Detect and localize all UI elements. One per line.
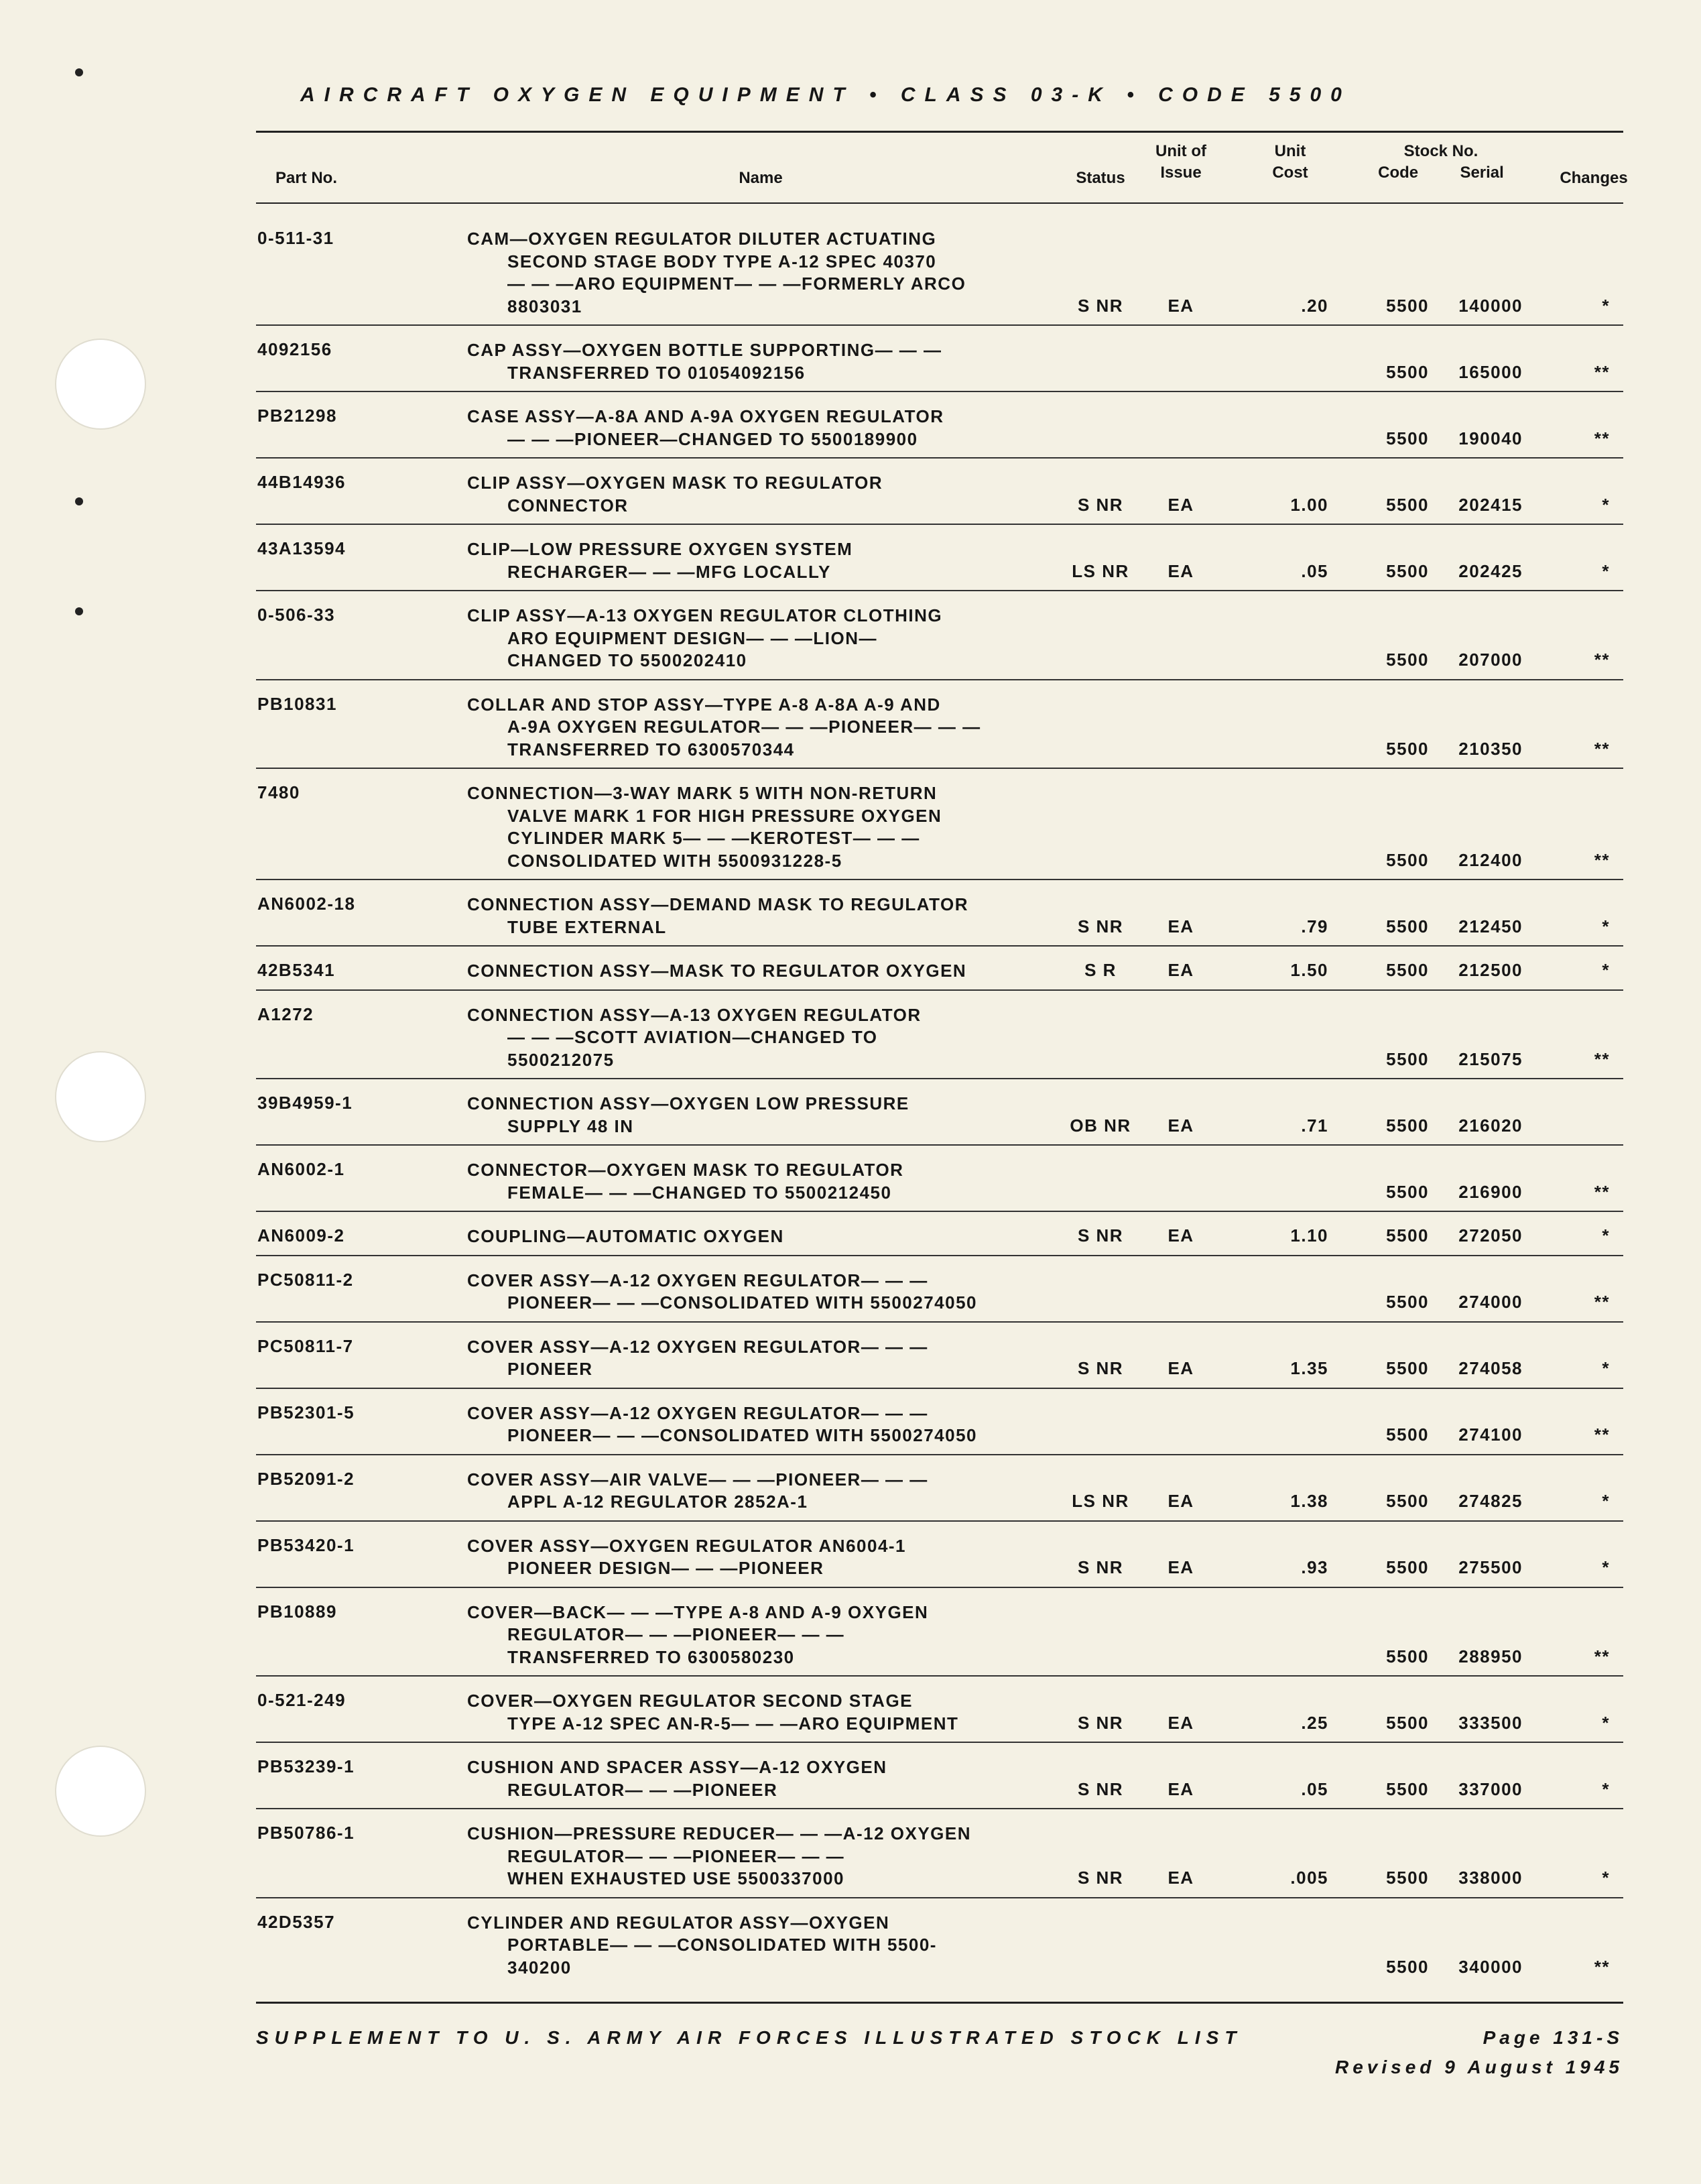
status: S NR bbox=[1077, 1712, 1124, 1733]
item-name-line: CLIP—LOW PRESSURE OXYGEN SYSTEM bbox=[467, 539, 853, 559]
stock-serial: 212400 bbox=[1458, 849, 1523, 870]
item-name bbox=[467, 605, 942, 672]
item-name-line: COUPLING—AUTOMATIC OXYGEN bbox=[467, 1226, 784, 1246]
table-row bbox=[256, 392, 1623, 459]
status: LS NR bbox=[1072, 560, 1129, 581]
status: S NR bbox=[1077, 916, 1124, 936]
table-row bbox=[256, 459, 1623, 525]
item-name-line: COVER—OXYGEN REGULATOR SECOND STAGE bbox=[467, 1691, 914, 1711]
item-name-line: — — —SCOTT AVIATION—CHANGED TO bbox=[507, 1027, 878, 1047]
item-name-line: CAM—OXYGEN REGULATOR DILUTER ACTUATING bbox=[467, 229, 937, 249]
col-stock-no bbox=[1357, 141, 1525, 184]
item-name-line: CYLINDER AND REGULATOR ASSY—OXYGEN bbox=[467, 1912, 890, 1933]
part-number: 39B4959-1 bbox=[257, 1093, 353, 1113]
stock-serial: 274825 bbox=[1458, 1491, 1523, 1511]
unit-of-issue: EA bbox=[1168, 1491, 1194, 1511]
col-stock-no-label: Stock No. bbox=[1403, 142, 1478, 160]
changes-mark: * bbox=[1602, 1868, 1610, 1888]
part-number: 0-511-31 bbox=[257, 228, 334, 248]
item-name-line: WHEN EXHAUSTED USE 5500337000 bbox=[507, 1868, 845, 1888]
item-name-line: RECHARGER— — —MFG LOCALLY bbox=[507, 561, 831, 582]
item-name-line: TYPE A-12 SPEC AN-R-5— — —ARO EQUIPMENT bbox=[507, 1713, 959, 1734]
changes-mark: ** bbox=[1594, 361, 1610, 382]
status: S NR bbox=[1077, 1557, 1124, 1577]
part-number: PB10889 bbox=[257, 1601, 337, 1622]
item-name bbox=[467, 472, 883, 517]
table-row bbox=[256, 1256, 1623, 1323]
item-name-line: REGULATOR— — —PIONEER— — — bbox=[507, 1845, 845, 1866]
stock-serial: 216020 bbox=[1458, 1115, 1523, 1136]
item-name bbox=[467, 1225, 784, 1248]
table-row bbox=[256, 769, 1623, 880]
item-name-line: ARO EQUIPMENT DESIGN— — —LION— bbox=[507, 627, 878, 648]
part-number: PB10831 bbox=[257, 693, 337, 714]
item-name-line: CASE ASSY—A-8A AND A-9A OXYGEN REGULATOR bbox=[467, 406, 944, 426]
part-number: PB52091-2 bbox=[257, 1468, 355, 1489]
col-stock-sub bbox=[1357, 162, 1525, 184]
item-name-line: TRANSFERRED TO 6300570344 bbox=[507, 739, 795, 760]
stock-code: 5500 bbox=[1386, 361, 1429, 382]
changes-mark: * bbox=[1602, 494, 1610, 515]
unit-cost: .05 bbox=[1301, 560, 1328, 581]
part-number: 42D5357 bbox=[257, 1911, 336, 1932]
changes-mark: ** bbox=[1594, 650, 1610, 670]
unit-of-issue: EA bbox=[1168, 295, 1194, 316]
changes-mark: * bbox=[1602, 1491, 1610, 1511]
stock-serial: 212500 bbox=[1458, 960, 1523, 980]
col-stock-code: Code bbox=[1378, 164, 1419, 182]
unit-cost: .93 bbox=[1301, 1557, 1328, 1577]
part-number: PB52301-5 bbox=[257, 1402, 355, 1422]
changes-mark: * bbox=[1602, 295, 1610, 316]
item-name-line: COVER ASSY—A-12 OXYGEN REGULATOR— — — bbox=[467, 1336, 928, 1357]
status: S NR bbox=[1077, 1358, 1124, 1378]
changes-mark: * bbox=[1602, 560, 1610, 581]
footer-page-number: Page 131-S bbox=[1483, 2027, 1623, 2048]
part-number: 4092156 bbox=[257, 339, 332, 359]
col-unit-line1: Unit of bbox=[1155, 142, 1206, 160]
unit-of-issue: EA bbox=[1168, 494, 1194, 515]
footer-revised: Revised 9 August 1945 bbox=[1335, 2057, 1623, 2077]
unit-of-issue: EA bbox=[1168, 1115, 1194, 1136]
punch-hole bbox=[55, 1051, 146, 1142]
stock-code: 5500 bbox=[1386, 1778, 1429, 1799]
stock-serial: 340000 bbox=[1458, 1956, 1523, 1977]
stock-code: 5500 bbox=[1386, 494, 1429, 515]
item-name bbox=[467, 1402, 977, 1447]
item-name-line: PIONEER— — —CONSOLIDATED WITH 5500274050 bbox=[507, 1292, 978, 1313]
item-name bbox=[467, 1336, 928, 1381]
footer-supplement-line bbox=[256, 2027, 1623, 2049]
item-name-line: CUSHION—PRESSURE REDUCER— — —A-12 OXYGEN bbox=[467, 1823, 971, 1843]
table-row bbox=[256, 1389, 1623, 1455]
changes-mark: ** bbox=[1594, 1956, 1610, 1977]
item-name-line: PIONEER DESIGN— — —PIONEER bbox=[507, 1558, 824, 1578]
table-row bbox=[256, 1677, 1623, 1743]
item-name-line: — — —PIONEER—CHANGED TO 5500189900 bbox=[507, 428, 918, 449]
item-name-line: PIONEER bbox=[507, 1359, 593, 1379]
unit-of-issue: EA bbox=[1168, 1712, 1194, 1733]
part-number: 42B5341 bbox=[257, 960, 336, 980]
changes-mark: ** bbox=[1594, 1048, 1610, 1069]
item-name bbox=[467, 1823, 971, 1890]
header-rule bbox=[256, 131, 1623, 133]
part-number: 0-506-33 bbox=[257, 605, 336, 625]
item-name-line: COVER ASSY—OXYGEN REGULATOR AN6004-1 bbox=[467, 1535, 907, 1556]
item-name bbox=[467, 1093, 909, 1138]
stock-code: 5500 bbox=[1386, 560, 1429, 581]
unit-of-issue: EA bbox=[1168, 1557, 1194, 1577]
item-name-line: CONNECTION ASSY—OXYGEN LOW PRESSURE bbox=[467, 1093, 909, 1113]
stock-serial: 140000 bbox=[1458, 295, 1523, 316]
item-name-line: APPL A-12 REGULATOR 2852A-1 bbox=[507, 1492, 808, 1512]
item-name bbox=[467, 782, 942, 872]
col-status: Status bbox=[1076, 169, 1125, 187]
punch-hole bbox=[55, 339, 146, 430]
unit-of-issue: EA bbox=[1168, 916, 1194, 936]
col-unit-of-issue bbox=[1144, 141, 1218, 184]
part-number: PB50786-1 bbox=[257, 1823, 355, 1843]
stock-serial: 288950 bbox=[1458, 1646, 1523, 1666]
unit-cost: .005 bbox=[1290, 1868, 1328, 1888]
item-name-line: PIONEER— — —CONSOLIDATED WITH 5500274050 bbox=[507, 1425, 978, 1445]
changes-mark: ** bbox=[1594, 1292, 1610, 1312]
unit-of-issue: EA bbox=[1168, 560, 1194, 581]
changes-mark: * bbox=[1602, 1225, 1610, 1246]
stock-serial: 215075 bbox=[1458, 1048, 1523, 1069]
part-number: 43A13594 bbox=[257, 538, 346, 558]
ink-dot bbox=[75, 497, 83, 505]
table-row bbox=[256, 680, 1623, 770]
stock-serial: 274000 bbox=[1458, 1292, 1523, 1312]
stock-serial: 338000 bbox=[1458, 1868, 1523, 1888]
item-name bbox=[467, 1690, 958, 1735]
item-name-line: 8803031 bbox=[507, 296, 582, 316]
table-row bbox=[256, 326, 1623, 392]
stock-code: 5500 bbox=[1386, 1646, 1429, 1666]
status: LS NR bbox=[1072, 1491, 1129, 1511]
unit-cost: 1.50 bbox=[1290, 960, 1328, 980]
part-number: PC50811-2 bbox=[257, 1269, 354, 1290]
column-header-rule bbox=[256, 202, 1623, 204]
stock-code: 5500 bbox=[1386, 1491, 1429, 1511]
item-name-line: CAP ASSY—OXYGEN BOTTLE SUPPORTING— — — bbox=[467, 340, 942, 360]
item-name bbox=[467, 894, 968, 938]
stock-code: 5500 bbox=[1386, 960, 1429, 980]
stock-code: 5500 bbox=[1386, 1181, 1429, 1202]
changes-mark: * bbox=[1602, 1712, 1610, 1733]
item-name-line: 5500212075 bbox=[507, 1049, 615, 1070]
unit-of-issue: EA bbox=[1168, 1225, 1194, 1246]
status: S NR bbox=[1077, 1225, 1124, 1246]
unit-of-issue: EA bbox=[1168, 1778, 1194, 1799]
item-name-line: REGULATOR— — —PIONEER— — — bbox=[507, 1624, 845, 1644]
status: OB NR bbox=[1070, 1115, 1131, 1136]
stock-serial: 333500 bbox=[1458, 1712, 1523, 1733]
changes-mark: ** bbox=[1594, 1424, 1610, 1445]
punch-hole bbox=[55, 1746, 146, 1837]
status: S NR bbox=[1077, 1778, 1124, 1799]
stock-code: 5500 bbox=[1386, 916, 1429, 936]
stock-serial: 190040 bbox=[1458, 428, 1523, 448]
item-name-line: 340200 bbox=[507, 1957, 572, 1978]
footer-supplement: SUPPLEMENT TO U. S. ARMY AIR FORCES ILLUSTRATED STOCK LIST bbox=[256, 2027, 1243, 2048]
unit-cost: 1.38 bbox=[1290, 1491, 1328, 1511]
status: S NR bbox=[1077, 1868, 1124, 1888]
unit-cost: .71 bbox=[1301, 1115, 1328, 1136]
item-name-line: CONNECTION ASSY—DEMAND MASK TO REGULATOR bbox=[467, 894, 969, 914]
stock-code: 5500 bbox=[1386, 1424, 1429, 1445]
stock-serial: 165000 bbox=[1458, 361, 1523, 382]
item-name bbox=[467, 538, 853, 583]
item-name-line: TRANSFERRED TO 01054092156 bbox=[507, 362, 806, 383]
stock-code: 5500 bbox=[1386, 849, 1429, 870]
footer-rule bbox=[256, 2002, 1623, 2004]
stock-code: 5500 bbox=[1386, 1048, 1429, 1069]
table-row bbox=[256, 591, 1623, 680]
item-name-line: CLIP ASSY—A-13 OXYGEN REGULATOR CLOTHING bbox=[467, 605, 943, 625]
item-name-line: — — —ARO EQUIPMENT— — —FORMERLY ARCO bbox=[507, 274, 966, 294]
part-number: 44B14936 bbox=[257, 472, 346, 492]
stock-code: 5500 bbox=[1386, 1956, 1429, 1977]
col-name: Name bbox=[739, 169, 783, 187]
unit-cost: .25 bbox=[1301, 1712, 1328, 1733]
stock-code: 5500 bbox=[1386, 1115, 1429, 1136]
table-row bbox=[256, 1212, 1623, 1256]
unit-cost: 1.00 bbox=[1290, 494, 1328, 515]
part-number: PC50811-7 bbox=[257, 1335, 354, 1356]
item-name-line: CLIP ASSY—OXYGEN MASK TO REGULATOR bbox=[467, 473, 883, 493]
item-name-line: TUBE EXTERNAL bbox=[507, 916, 667, 937]
table-row bbox=[256, 1146, 1623, 1212]
part-number: PB53239-1 bbox=[257, 1756, 355, 1776]
col-stock-serial: Serial bbox=[1460, 164, 1504, 182]
col-cost-line1: Unit bbox=[1274, 142, 1306, 160]
item-name-line: SECOND STAGE BODY TYPE A-12 SPEC 40370 bbox=[507, 251, 937, 271]
part-number: AN6002-18 bbox=[257, 894, 356, 914]
stock-code: 5500 bbox=[1386, 428, 1429, 448]
item-name-line: COVER ASSY—A-12 OXYGEN REGULATOR— — — bbox=[467, 1402, 928, 1423]
stock-code: 5500 bbox=[1386, 295, 1429, 316]
item-name-line: CYLINDER MARK 5— — —KEROTEST— — — bbox=[507, 828, 920, 848]
item-name bbox=[467, 1535, 906, 1580]
changes-mark: ** bbox=[1594, 1181, 1610, 1202]
part-number: 7480 bbox=[257, 782, 300, 802]
item-name-line: CONSOLIDATED WITH 5500931228-5 bbox=[507, 850, 842, 871]
stock-code: 5500 bbox=[1386, 1292, 1429, 1312]
table-row bbox=[256, 1079, 1623, 1146]
changes-mark: ** bbox=[1594, 428, 1610, 448]
changes-mark: ** bbox=[1594, 1646, 1610, 1666]
table-row bbox=[256, 1588, 1623, 1677]
unit-cost: .79 bbox=[1301, 916, 1328, 936]
item-name-line: REGULATOR— — —PIONEER bbox=[507, 1779, 778, 1800]
item-name-line: CONNECTOR bbox=[507, 495, 629, 515]
ink-dot bbox=[75, 68, 83, 76]
ink-dot bbox=[75, 607, 83, 615]
item-name bbox=[467, 1159, 903, 1204]
stock-serial: 207000 bbox=[1458, 650, 1523, 670]
item-name bbox=[467, 1004, 922, 1072]
table-row bbox=[256, 215, 1623, 326]
status: S NR bbox=[1077, 295, 1124, 316]
stock-serial: 210350 bbox=[1458, 738, 1523, 759]
stock-serial: 212450 bbox=[1458, 916, 1523, 936]
part-number: AN6009-2 bbox=[257, 1225, 345, 1246]
item-name-line: COVER—BACK— — —TYPE A-8 AND A-9 OXYGEN bbox=[467, 1601, 929, 1622]
unit-cost: 1.10 bbox=[1290, 1225, 1328, 1246]
unit-cost: .05 bbox=[1301, 1778, 1328, 1799]
stock-code: 5500 bbox=[1386, 738, 1429, 759]
stock-code: 5500 bbox=[1386, 1358, 1429, 1378]
item-name-line: COVER ASSY—AIR VALVE— — —PIONEER— — — bbox=[467, 1469, 928, 1490]
item-name bbox=[467, 339, 942, 384]
item-name-line: COVER ASSY—A-12 OXYGEN REGULATOR— — — bbox=[467, 1270, 928, 1290]
item-name bbox=[467, 1756, 887, 1801]
stock-serial: 275500 bbox=[1458, 1557, 1523, 1577]
part-number: AN6002-1 bbox=[257, 1159, 345, 1179]
item-name-line: VALVE MARK 1 FOR HIGH PRESSURE OXYGEN bbox=[507, 805, 942, 826]
changes-mark: * bbox=[1602, 1778, 1610, 1799]
item-name-line: CONNECTION—3-WAY MARK 5 WITH NON-RETURN bbox=[467, 783, 938, 803]
stock-code: 5500 bbox=[1386, 1868, 1429, 1888]
stock-serial: 337000 bbox=[1458, 1778, 1523, 1799]
col-part-no: Part No. bbox=[275, 169, 337, 187]
table-row bbox=[256, 880, 1623, 947]
table-row bbox=[256, 525, 1623, 591]
unit-cost: .20 bbox=[1301, 295, 1328, 316]
stock-serial: 274100 bbox=[1458, 1424, 1523, 1445]
stock-serial: 274058 bbox=[1458, 1358, 1523, 1378]
item-name bbox=[467, 1912, 937, 1980]
stock-serial: 202425 bbox=[1458, 560, 1523, 581]
changes-mark: * bbox=[1602, 1358, 1610, 1378]
unit-of-issue: EA bbox=[1168, 1358, 1194, 1378]
item-name-line: CHANGED TO 5500202410 bbox=[507, 650, 747, 670]
stock-serial: 216900 bbox=[1458, 1181, 1523, 1202]
unit-cost: 1.35 bbox=[1290, 1358, 1328, 1378]
part-number: PB21298 bbox=[257, 406, 337, 426]
part-number: 0-521-249 bbox=[257, 1690, 346, 1710]
changes-mark: ** bbox=[1594, 849, 1610, 870]
item-name bbox=[467, 406, 944, 450]
item-name-line: COLLAR AND STOP ASSY—TYPE A-8 A-8A A-9 AND bbox=[467, 694, 941, 715]
stock-code: 5500 bbox=[1386, 1712, 1429, 1733]
stock-serial: 272050 bbox=[1458, 1225, 1523, 1246]
col-unit-cost bbox=[1247, 141, 1334, 184]
stock-serial: 202415 bbox=[1458, 494, 1523, 515]
status: S R bbox=[1084, 960, 1117, 980]
table-row bbox=[256, 1898, 1623, 1988]
item-name-line: CUSHION AND SPACER ASSY—A-12 OXYGEN bbox=[467, 1757, 887, 1777]
item-name-line: FEMALE— — —CHANGED TO 5500212450 bbox=[507, 1182, 892, 1203]
page-header-title: AIRCRAFT OXYGEN EQUIPMENT • CLASS 03-K • CODE 5500 bbox=[300, 84, 1351, 106]
col-changes: Changes bbox=[1560, 169, 1628, 187]
part-number: PB53420-1 bbox=[257, 1534, 355, 1555]
changes-mark: ** bbox=[1594, 738, 1610, 759]
item-name bbox=[467, 694, 981, 762]
changes-mark: * bbox=[1602, 960, 1610, 980]
table-row bbox=[256, 1455, 1623, 1522]
part-number: A1272 bbox=[257, 1004, 314, 1024]
table-row bbox=[256, 947, 1623, 991]
item-name bbox=[467, 228, 966, 318]
item-name-line: PORTABLE— — —CONSOLIDATED WITH 5500- bbox=[507, 1935, 937, 1955]
stock-code: 5500 bbox=[1386, 650, 1429, 670]
item-name-line: SUPPLY 48 IN bbox=[507, 1115, 634, 1136]
stock-code: 5500 bbox=[1386, 1557, 1429, 1577]
item-name-line: A-9A OXYGEN REGULATOR— — —PIONEER— — — bbox=[507, 717, 981, 737]
table-row bbox=[256, 1323, 1623, 1389]
item-name bbox=[467, 960, 966, 983]
item-name bbox=[467, 1601, 928, 1669]
table-row bbox=[256, 1743, 1623, 1809]
col-cost-line2: Cost bbox=[1272, 164, 1308, 182]
table-row bbox=[256, 1522, 1623, 1588]
item-name bbox=[467, 1469, 928, 1514]
col-unit-line2: Issue bbox=[1160, 164, 1202, 182]
unit-of-issue: EA bbox=[1168, 960, 1194, 980]
changes-mark: * bbox=[1602, 916, 1610, 936]
item-name bbox=[467, 1270, 977, 1315]
item-name-line: TRANSFERRED TO 6300580230 bbox=[507, 1646, 795, 1667]
changes-mark: * bbox=[1602, 1557, 1610, 1577]
item-name-line: CONNECTOR—OXYGEN MASK TO REGULATOR bbox=[467, 1160, 904, 1180]
unit-of-issue: EA bbox=[1168, 1868, 1194, 1888]
stock-code: 5500 bbox=[1386, 1225, 1429, 1246]
item-name-line: CONNECTION ASSY—MASK TO REGULATOR OXYGEN bbox=[467, 961, 967, 981]
status: S NR bbox=[1077, 494, 1124, 515]
table-row bbox=[256, 991, 1623, 1080]
item-name-line: CONNECTION ASSY—A-13 OXYGEN REGULATOR bbox=[467, 1004, 922, 1025]
table-row bbox=[256, 1809, 1623, 1898]
